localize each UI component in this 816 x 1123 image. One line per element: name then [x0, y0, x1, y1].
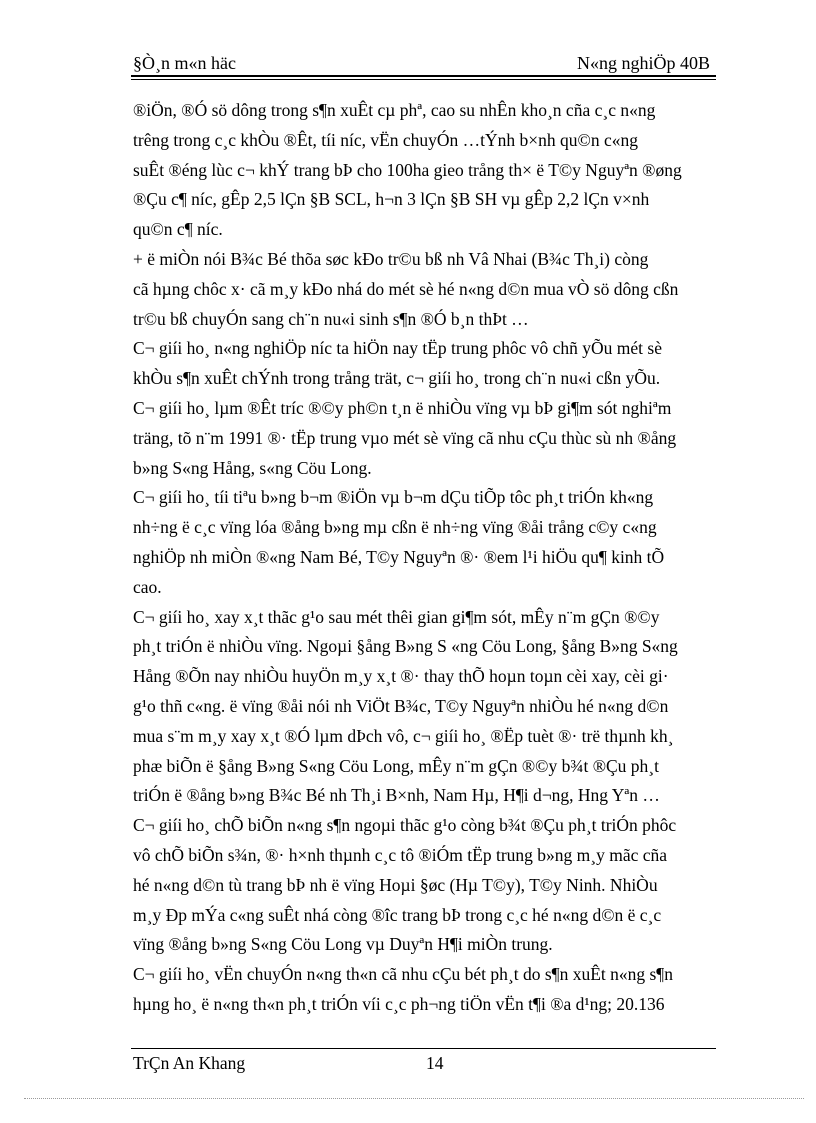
header-rule-thin — [131, 79, 716, 80]
text-line: C¬ giíi ho¸ lµm ®Êt tríc ®©y ph©n t¸n ë nhiÒu vïng vµ bÞ gi¶m sót nghiªm — [133, 397, 672, 418]
text-line: b»ng S«ng Hång, s«ng Cöu Long. — [133, 457, 372, 478]
text-line: C¬ giíi ho¸ tíi tiªu b»ng b¬m ®iÖn vµ b¬m dÇu tiÕp tôc ph¸t triÓn kh«ng — [133, 487, 654, 508]
text-line: C¬ giíi ho¸ chÕ biÕn n«ng s¶n ngoµi thãc g¹o còng b¾t ®Çu ph¸t triÓn phôc — [133, 815, 677, 836]
footer-rule — [131, 1048, 716, 1049]
text-line: hµng ho¸ ë n«ng th«n ph¸t triÓn víi c¸c ph¬ng tiÖn vËn t¶i ®a d¹ng; 20.136 — [133, 993, 665, 1014]
text-line: g¹o thñ c«ng. ë vïng ®åi nói nh ViÖt B¾c, T©y Nguyªn nhiÒu hé n«ng d©n — [133, 695, 669, 716]
text-line: mua s¨m m¸y xay x¸t ®Ó lµm dÞch vô, c¬ giíi ho¸ ®Ëp tuèt ®· trë thµnh kh¸ — [133, 725, 674, 746]
text-line: hé n«ng d©n tù trang bÞ nh ë vïng Hoµi §øc (Hµ T©y), T©y Ninh. NhiÒu — [133, 874, 658, 895]
header-subject: §Ò¸n m«n häc — [133, 53, 236, 73]
text-line: trêng trong c¸c khÒu ®Êt, tíi níc, vËn chuyÓn …tÝnh b×nh qu©n c«ng — [133, 129, 638, 150]
page-edge-dotted-line — [24, 1098, 804, 1099]
page-number: 14 — [426, 1053, 444, 1073]
text-line: cao. — [133, 576, 162, 597]
text-line: triÓn ë ®ång b»ng B¾c Bé nh Th¸i B×nh, Nam Hµ, H¶i d¬ng, Hng Yªn … — [133, 785, 660, 806]
text-line: Hång ®Õn nay nhiÒu huyÖn m¸y x¸t ®· thay thÕ hoµn toµn cèi xay, cèi gi· — [133, 666, 669, 687]
text-line: C¬ giíi ho¸ n«ng nghiÖp níc ta hiÖn nay tËp trung phôc vô chñ yÕu mét sè — [133, 338, 662, 359]
text-line: khÒu s¶n xuÊt chÝnh trong trång trät, c¬ giíi ho¸ trong ch¨n nu«i cßn yÕu. — [133, 368, 661, 389]
text-line: träng, tõ n¨m 1991 ®· tËp trung vµo mét sè vïng cã nhu cÇu thùc sù nh ®ång — [133, 427, 677, 448]
text-line: cã hµng chôc x· cã m¸y kÐo nhá do mét sè hé n«ng d©n mua vÒ sö dông cßn — [133, 278, 679, 299]
text-line: phæ biÕn ë §ång B»ng S«ng Cöu Long, mÊy n¨m gÇn ®©y b¾t ®Çu ph¸t — [133, 755, 659, 776]
header-rule-thick — [131, 75, 716, 77]
text-line: vïng ®ång b»ng S«ng Cöu Long vµ Duyªn H¶i miÒn trung. — [133, 934, 553, 955]
text-line: nghiÖp nh miÒn ®«ng Nam Bé, T©y Nguyªn ®· ®em l¹i hiÖu qu¶ kinh tÕ — [133, 546, 665, 567]
text-line: qu©n c¶ níc. — [133, 219, 223, 240]
text-line: C¬ giíi ho¸ xay x¸t thãc g¹o sau mét thêi gian gi¶m sót, mÊy n¨m gÇn ®©y — [133, 606, 660, 627]
text-line: m¸y Ðp mÝa c«ng suÊt nhá còng ®îc trang bÞ trong c¸c hé n«ng d©n ë c¸c — [133, 904, 662, 925]
text-line: ph¸t triÓn ë nhiÒu vïng. Ngoµi §ång B»ng S «ng Cöu Long, §ång B»ng S«ng — [133, 636, 678, 657]
text-line: tr©u bß chuyÓn sang ch¨n nu«i sinh s¶n ®Ó b¸n thÞt … — [133, 308, 529, 329]
text-line: vô chÕ biÕn s¾n, ®· h×nh thµnh c¸c tô ®iÓm tËp trung b»ng m¸y mãc cña — [133, 844, 668, 865]
footer-author: TrÇn An Khang — [133, 1053, 246, 1073]
text-line: + ë miÒn nói B¾c Bé thõa søc kÐo tr©u bß nh Vâ Nhai (B¾c Th¸i) còng — [133, 248, 649, 269]
header-class: N«ng nghiÖp 40B — [576, 53, 710, 73]
body-text — [133, 96, 722, 1020]
text-line: C¬ giíi ho¸ vËn chuyÓn n«ng th«n cã nhu cÇu bét ph¸t do s¶n xuÊt n«ng s¶n — [133, 964, 673, 985]
text-line: ®iÖn, ®Ó sö dông trong s¶n xuÊt cµ phª, cao su nhÊn kho¸n cña c¸c n«ng — [133, 100, 656, 120]
text-line: nh÷ng ë c¸c vïng lóa ®ång b»ng mµ cßn ë nh÷ng vïng ®åi trång c©y c«ng — [133, 517, 657, 538]
text-line: ®Çu c¶ níc, gÊp 2,5 lÇn §B SCL, h¬n 3 lÇn §B SH vµ gÊp 2,2 lÇn v×nh — [133, 189, 650, 210]
page-footer — [133, 1052, 714, 1076]
text-line: suÊt ®éng lùc c¬ khÝ trang bÞ cho 100ha gieo trång th× ë T©y Nguyªn ®øng — [133, 159, 682, 180]
